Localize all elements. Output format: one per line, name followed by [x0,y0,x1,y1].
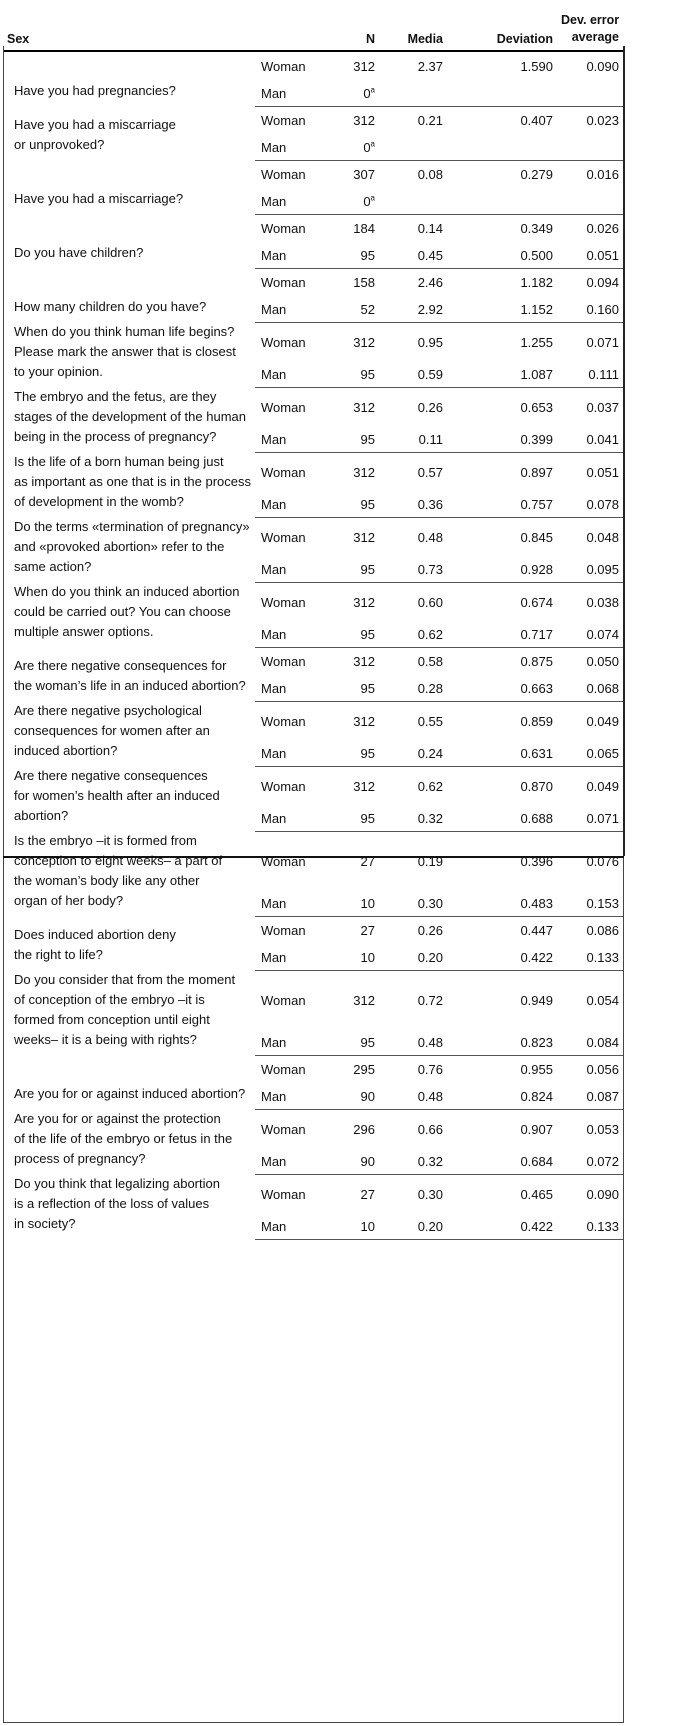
media-cell: 0.76 [417,1062,443,1077]
n-cell [327,160,379,187]
n-cell [327,420,379,453]
error-cell: 0.133 [557,1207,623,1240]
n-cell [327,799,379,832]
error-cell: 0.053 [586,1121,619,1137]
question-text: Does induced abortion deny the right to life? [14,927,176,962]
statistics-table [3,0,623,1240]
error-cell: 0.016 [586,167,619,182]
media-cell [379,79,447,106]
n-cell [327,133,379,160]
media-cell: 0.48 [379,1082,447,1109]
table-row [3,268,623,295]
n-cell [327,79,379,106]
deviation-cell: 1.590 [520,59,553,74]
table-row [3,1055,623,1082]
sex-cell: Man [255,799,327,832]
n-value: 312 [353,529,375,545]
sex-cell: Woman [261,334,306,350]
n-header: N [365,32,375,46]
table-left-border [3,46,4,1722]
deviation-cell: 0.396 [520,853,553,869]
error-cell [557,79,623,106]
dev-error-header-line2: average [571,30,619,44]
error-cell: 0.111 [557,355,623,388]
media-cell: 0.95 [417,334,443,350]
error-cell: 0.049 [586,778,619,794]
n-value: 312 [353,113,375,128]
error-cell: 0.072 [557,1142,623,1175]
media-cell: 0.59 [379,355,447,388]
n-cell [327,387,379,420]
media-cell: 2.37 [417,59,443,74]
error-cell: 0.071 [586,334,619,350]
sex-cell: Man [255,874,327,917]
n-cell [327,295,379,322]
table-row [3,517,623,550]
table-row [3,647,623,674]
n-value: 10 [360,1218,375,1234]
n-cell [327,1082,379,1109]
n-value: 95 [360,561,375,577]
n-value: 312 [353,594,375,610]
table-row [3,582,623,615]
n-cell [327,701,379,734]
n-value: 184 [353,221,375,236]
error-cell: 0.086 [586,923,619,938]
table-right-border [623,46,625,856]
sex-header: Sex [7,32,30,46]
deviation-cell: 0.859 [520,713,553,729]
media-cell: 0.20 [379,1207,447,1240]
header-row [3,0,623,51]
n-cell [327,647,379,674]
media-cell: 0.57 [417,464,443,480]
deviation-cell: 0.757 [447,485,557,518]
statistics-grid [3,0,623,1240]
deviation-cell: 0.875 [520,654,553,669]
error-cell: 0.094 [586,275,619,290]
deviation-cell: 0.500 [447,241,557,268]
n-cell [327,831,379,874]
n-cell [327,241,379,268]
deviation-cell: 0.688 [447,799,557,832]
error-cell: 0.074 [557,615,623,648]
n-value: 10 [360,895,375,911]
n-cell [327,1013,379,1056]
n-cell [327,1142,379,1175]
media-cell: 0.55 [417,713,443,729]
table-body [3,52,623,1239]
n-value: 95 [360,810,375,826]
n-value: 312 [353,334,375,350]
error-cell: 0.041 [557,420,623,453]
media-cell: 0.08 [417,167,443,182]
deviation-cell: 0.483 [447,874,557,917]
deviation-cell: 1.182 [520,275,553,290]
media-cell: 0.58 [417,654,443,669]
sex-cell: Woman [261,923,306,938]
sex-cell: Man [255,1013,327,1056]
table-row [3,52,623,79]
sex-cell: Woman [261,1062,306,1077]
n-cell [327,322,379,355]
media-cell [379,187,447,214]
question-text: Are there negative psychological consequences for women after an induced abortion? [14,703,210,758]
sex-cell: Man [255,295,327,322]
deviation-cell [447,187,557,214]
sex-cell: Woman [261,399,306,415]
sex-cell: Woman [261,1186,306,1202]
n-cell [327,766,379,799]
n-value: 0 [363,193,371,209]
question-text: Do you have children? [14,245,144,260]
table-row [3,766,623,799]
media-cell: 0.48 [417,529,443,545]
n-value: 312 [353,59,375,74]
footnote-marker: a [370,139,375,149]
sex-cell: Woman [261,778,306,794]
n-value: 95 [360,626,375,642]
deviation-cell: 0.631 [447,734,557,767]
sex-cell: Man [255,133,327,160]
deviation-cell: 0.465 [520,1186,553,1202]
error-cell: 0.160 [557,295,623,322]
error-cell: 0.023 [586,113,619,128]
n-cell [327,1174,379,1207]
sex-cell: Man [255,734,327,767]
n-value: 95 [360,745,375,761]
n-value: 0 [363,85,371,101]
media-cell: 0.48 [379,1013,447,1056]
n-cell [327,674,379,701]
sex-cell: Man [255,485,327,518]
question-text: When do you think human life begins? Please mark the answer that is closest to your opinion. [14,324,236,379]
question-text: Are you for or against the protection of the life of the embryo or fetus in the process of pregnancy? [14,1111,233,1166]
media-cell: 0.28 [379,674,447,701]
n-cell [327,550,379,583]
error-cell: 0.153 [557,874,623,917]
sex-cell: Man [255,241,327,268]
sex-cell: Man [255,1082,327,1109]
n-value: 296 [353,1121,375,1137]
deviation-cell: 0.824 [447,1082,557,1109]
sex-cell: Man [255,550,327,583]
n-cell [327,214,379,241]
deviation-cell: 1.087 [447,355,557,388]
question-text: Do the terms «termination of pregnancy» and «provoked abortion» refer to the same action? [14,519,250,574]
deviation-header: Deviation [496,32,553,46]
error-cell: 0.133 [557,943,623,970]
n-cell [327,268,379,295]
n-value: 312 [353,713,375,729]
error-cell: 0.050 [586,654,619,669]
sex-cell: Man [255,187,327,214]
n-value: 312 [353,399,375,415]
error-cell: 0.095 [557,550,623,583]
n-value: 158 [353,275,375,290]
media-cell: 2.46 [417,275,443,290]
deviation-cell [447,79,557,106]
sex-cell: Woman [261,1121,306,1137]
media-cell: 0.30 [417,1186,443,1202]
dev-error-header-line1: Dev. error [561,13,620,27]
n-cell [327,187,379,214]
error-cell: 0.049 [586,713,619,729]
table-row [3,452,623,485]
n-value: 312 [353,464,375,480]
n-value: 52 [360,301,375,317]
error-cell: 0.068 [557,674,623,701]
media-cell: 0.66 [417,1121,443,1137]
deviation-cell [447,133,557,160]
media-cell [379,133,447,160]
error-cell: 0.087 [557,1082,623,1109]
sex-cell: Woman [261,59,306,74]
n-cell [327,1207,379,1240]
question-text: Are there negative consequences for the woman’s life in an induced abortion? [14,658,246,693]
media-cell: 0.21 [417,113,443,128]
media-cell: 0.62 [379,615,447,648]
deviation-cell: 0.663 [447,674,557,701]
question-text: How many children do you have? [14,299,207,314]
error-cell: 0.078 [557,485,623,518]
media-cell: 0.20 [379,943,447,970]
sex-cell: Woman [261,594,306,610]
question-text: Have you had pregnancies? [14,83,176,98]
table-row [3,387,623,420]
media-cell: 0.73 [379,550,447,583]
error-cell: 0.051 [586,464,619,480]
sex-cell: Woman [261,167,306,182]
n-cell [327,734,379,767]
media-cell: 0.19 [417,853,443,869]
media-cell: 0.26 [417,923,443,938]
question-text: When do you think an induced abortion could be carried out? You can choose multiple answer options. [14,584,240,639]
question-text: Is the embryo –it is formed from conception to eight weeks– a part of the woman’s body like any other organ of her body? [14,833,223,908]
n-value: 90 [360,1153,375,1169]
n-value: 27 [360,923,375,938]
error-cell: 0.048 [586,529,619,545]
table-row [3,1109,623,1142]
deviation-cell: 0.684 [447,1142,557,1175]
media-cell: 0.11 [379,420,447,453]
table-row [3,701,623,734]
deviation-cell: 0.955 [520,1062,553,1077]
sex-cell: Man [255,615,327,648]
error-cell: 0.084 [557,1013,623,1056]
error-cell: 0.038 [586,594,619,610]
error-cell [557,187,623,214]
sex-cell: Woman [261,113,306,128]
question-text: Is the life of a born human being just as important as one that is in the process of development in the womb? [14,454,252,509]
n-value: 312 [353,654,375,669]
dev-error-header [557,0,623,51]
error-cell: 0.090 [586,1186,619,1202]
sex-cell: Man [255,1207,327,1240]
table-row [3,214,623,241]
n-value: 95 [360,680,375,696]
error-cell: 0.065 [557,734,623,767]
media-cell: 0.32 [379,799,447,832]
media-cell: 0.36 [379,485,447,518]
deviation-cell: 0.447 [520,923,553,938]
sex-cell: Man [255,943,327,970]
footnote-marker: a [370,193,375,203]
n-value: 95 [360,1034,375,1050]
table-row [3,106,623,133]
n-cell [327,106,379,133]
n-value: 307 [353,167,375,182]
error-cell: 0.051 [557,241,623,268]
question-text: Are you for or against induced abortion? [14,1086,246,1101]
question-text: Have you had a miscarriage or unprovoked? [14,117,176,152]
table-section-divider [3,856,624,858]
table-row [3,1174,623,1207]
n-cell [327,1055,379,1082]
n-cell [327,582,379,615]
table-row [3,916,623,943]
media-cell: 0.24 [379,734,447,767]
sex-cell: Woman [261,992,306,1008]
error-cell: 0.076 [586,853,619,869]
media-cell: 0.62 [417,778,443,794]
error-cell: 0.054 [586,992,619,1008]
deviation-cell: 0.928 [447,550,557,583]
n-value: 95 [360,431,375,447]
sex-cell: Woman [261,464,306,480]
error-cell: 0.056 [586,1062,619,1077]
question-text: Have you had a miscarriage? [14,191,184,206]
table-row [3,970,623,1013]
deviation-cell: 0.907 [520,1121,553,1137]
deviation-cell: 0.349 [520,221,553,236]
deviation-cell: 0.870 [520,778,553,794]
n-value: 90 [360,1088,375,1104]
sex-cell: Woman [261,654,306,669]
deviation-cell: 0.422 [447,1207,557,1240]
media-cell: 0.45 [379,241,447,268]
n-value: 10 [360,949,375,965]
sex-cell: Woman [261,221,306,236]
deviation-cell: 0.407 [520,113,553,128]
error-cell: 0.071 [557,799,623,832]
table-row [3,831,623,874]
sex-cell: Woman [261,853,306,869]
n-cell [327,916,379,943]
media-cell: 0.60 [417,594,443,610]
table-right-border-lower [623,856,624,1722]
deviation-cell: 0.422 [447,943,557,970]
question-text: The embryo and the fetus, are they stages of the development of the human being in the process of pregnancy? [14,389,246,444]
table-bottom-border [3,1722,624,1723]
question-text: Do you consider that from the moment of conception of the embryo –it is formed from conception until eight weeks– it is a being with rights? [14,972,236,1047]
error-cell [557,133,623,160]
deviation-cell: 0.897 [520,464,553,480]
n-value: 295 [353,1062,375,1077]
n-cell [327,52,379,79]
footnote-marker: a [370,85,375,95]
n-cell [327,943,379,970]
media-header: Media [407,32,443,46]
deviation-cell: 1.152 [447,295,557,322]
sex-cell: Woman [261,275,306,290]
sex-cell: Woman [261,529,306,545]
deviation-cell: 0.949 [520,992,553,1008]
n-cell [327,485,379,518]
sex-cell: Man [255,420,327,453]
n-cell [327,874,379,917]
deviation-cell: 0.653 [520,399,553,415]
error-cell: 0.037 [586,399,619,415]
question-text: Do you think that legalizing abortion is a reflection of the loss of values in society? [14,1176,220,1231]
media-cell: 0.72 [417,992,443,1008]
error-cell: 0.090 [586,59,619,74]
n-value: 27 [360,1186,375,1202]
question-text: Are there negative consequences for women’s health after an induced abortion? [14,768,220,823]
media-cell: 0.14 [417,221,443,236]
sex-cell: Man [255,79,327,106]
sex-cell: Man [255,1142,327,1175]
deviation-cell: 1.255 [520,334,553,350]
media-cell: 2.92 [379,295,447,322]
n-value: 312 [353,778,375,794]
error-cell: 0.026 [586,221,619,236]
sex-cell: Man [255,355,327,388]
media-cell: 0.26 [417,399,443,415]
n-cell [327,355,379,388]
table-row [3,160,623,187]
deviation-cell: 0.674 [520,594,553,610]
sex-cell: Woman [261,713,306,729]
sex-cell: Man [255,674,327,701]
n-cell [327,1109,379,1142]
deviation-cell: 0.399 [447,420,557,453]
n-value: 95 [360,247,375,263]
deviation-cell: 0.845 [520,529,553,545]
n-cell [327,452,379,485]
deviation-cell: 0.717 [447,615,557,648]
n-value: 0 [363,139,371,155]
deviation-cell: 0.279 [520,167,553,182]
media-cell: 0.32 [379,1142,447,1175]
n-value: 95 [360,496,375,512]
deviation-cell: 0.823 [447,1013,557,1056]
n-cell [327,517,379,550]
n-cell [327,615,379,648]
media-cell: 0.30 [379,874,447,917]
n-value: 312 [353,992,375,1008]
table-row [3,322,623,355]
n-value: 27 [360,853,375,869]
n-value: 95 [360,366,375,382]
n-cell [327,970,379,1013]
